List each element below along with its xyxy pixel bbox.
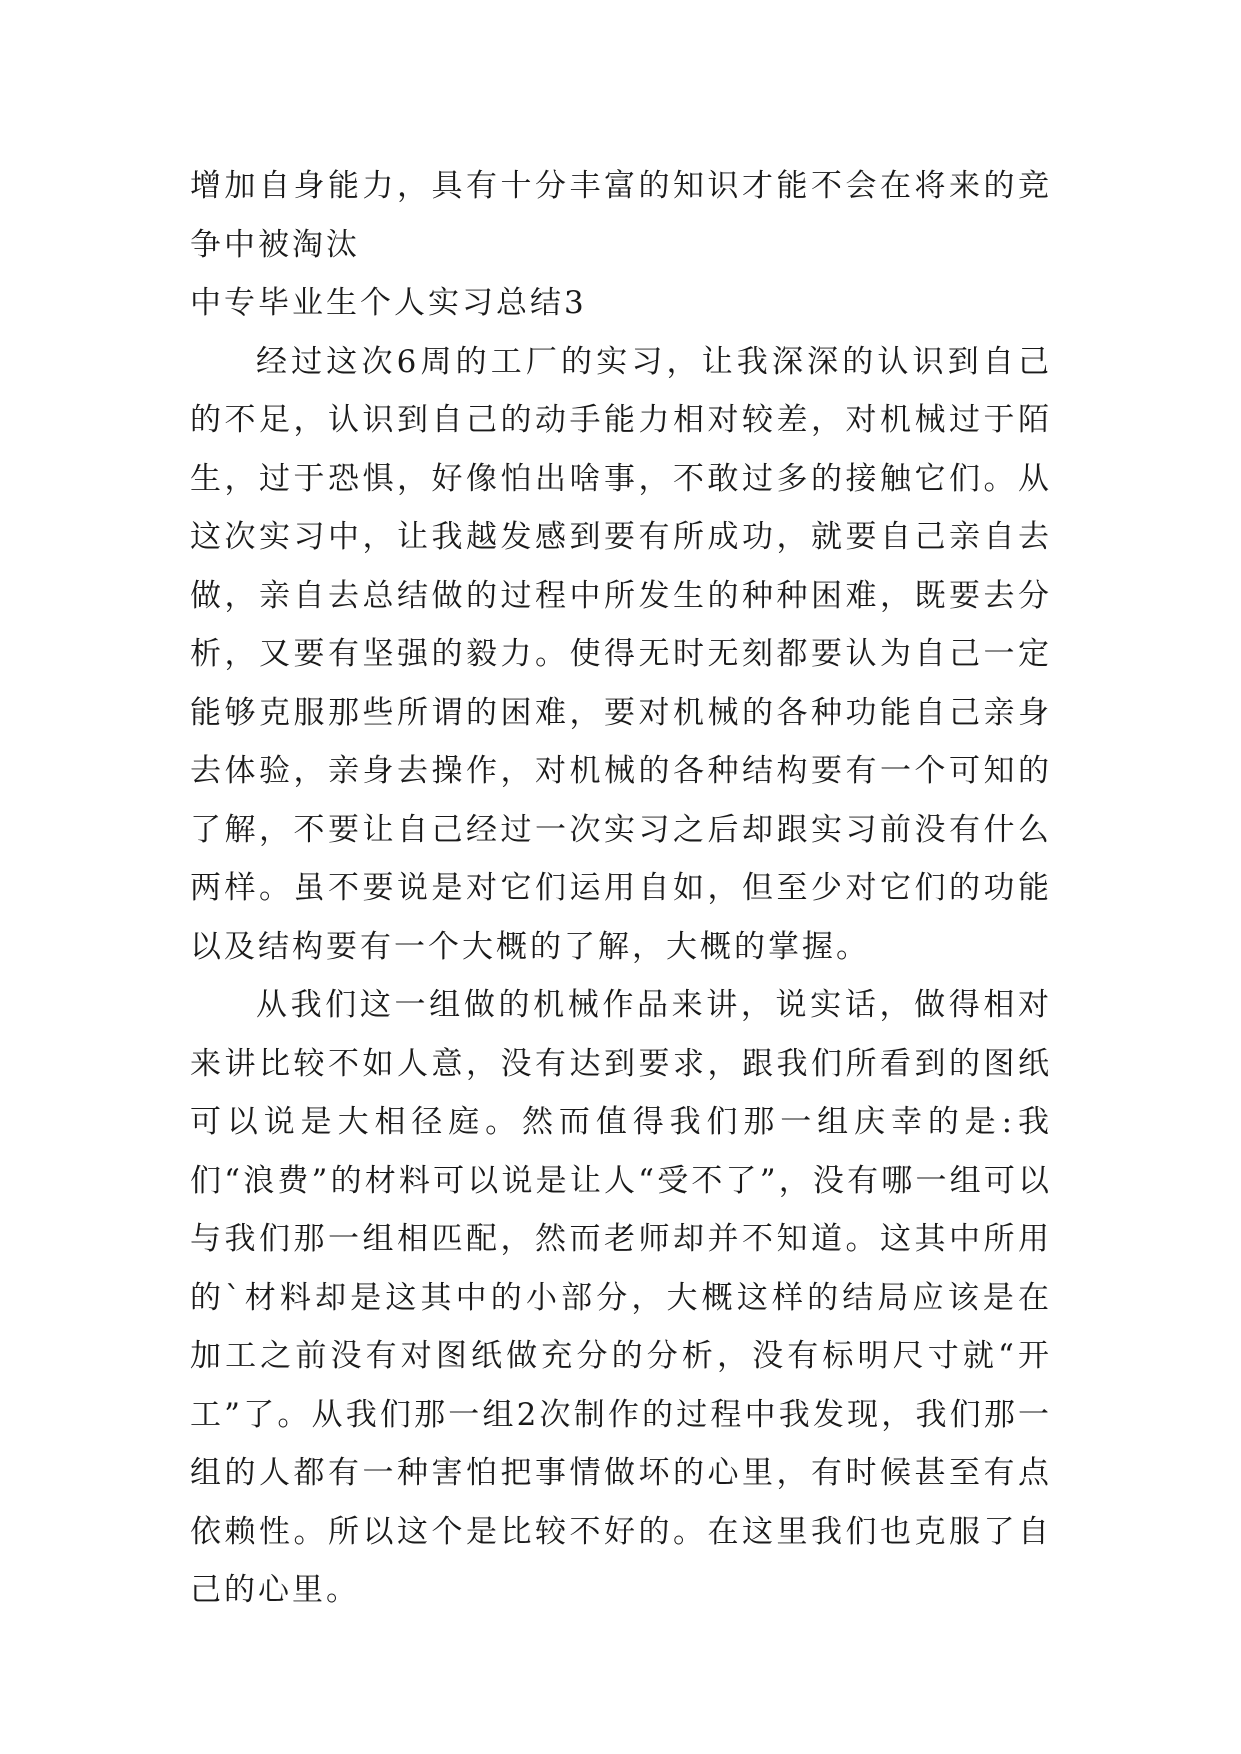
- continuation-paragraph: 增加自身能力，具有十分丰富的知识才能不会在将来的竞争中被淘汰: [190, 168, 1052, 263]
- document-body: [190, 157, 1052, 1620]
- section-title: 中专毕业生个人实习总结3: [190, 285, 587, 321]
- body-paragraph-2: 从我们这一组做的机械作品来讲，说实话，做得相对来讲比较不如人意，没有达到要求，跟我们所看到的图纸可以说是大相径庭。然而值得我们那一组庆幸的是:我们“浪费”的材料可以说是让人“受不了”，没有哪一组可以与我们那一组相匹配，然而老师却并不知道。这其中所用的`材料却是这其中的小部分，大概这样的结局应该是在加工之前没有对图纸做充分的分析，没有标明尺寸就“开工”了。从我们那一组2次制作的过程中我发现，我们那一组的人都有一种害怕把事情做坏的心里，有时候甚至有点依赖性。所以这个是比较不好的。在这里我们也克服了自己的心里。: [190, 987, 1052, 1608]
- body-paragraph-1: 经过这次6周的工厂的实习，让我深深的认识到自己的不足，认识到自己的动手能力相对较差，对机械过于陌生，过于恐惧，好像怕出啥事，不敢过多的接触它们。从这次实习中，让我越发感到要有所成功，就要自己亲自去做，亲自去总结做的过程中所发生的种种困难，既要去分析，又要有坚强的毅力。使得无时无刻都要认为自己一定能够克服那些所谓的困难，要对机械的各种功能自己亲身去体验，亲身去操作，对机械的各种结构要有一个可知的了解，不要让自己经过一次实习之后却跟实习前没有什么两样。虽不要说是对它们运用自如，但至少对它们的功能以及结构要有一个大概的了解，大概的掌握。: [190, 343, 1052, 965]
